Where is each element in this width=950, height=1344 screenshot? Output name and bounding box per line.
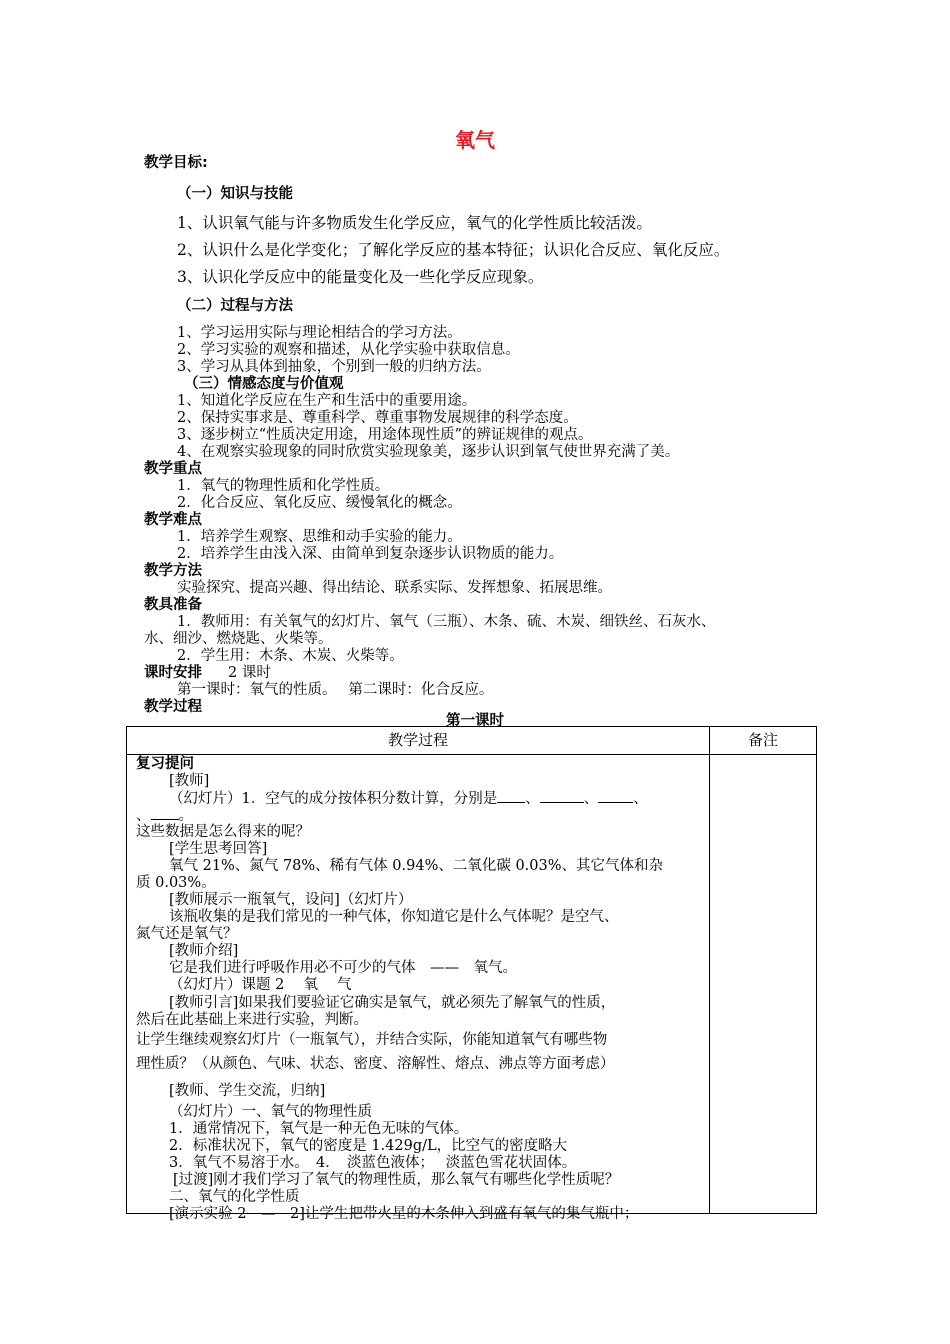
col-header-notes: 备注 bbox=[710, 727, 817, 755]
schedule-value: 2 课时 bbox=[228, 665, 271, 681]
table-line: 理性质？（从颜色、气味、状态、密度、溶解性、熔点、沸点等方面考虑） bbox=[136, 1056, 615, 1072]
table-body-row bbox=[127, 755, 817, 1214]
table-line: 这些数据是怎么得来的呢？ bbox=[136, 824, 310, 840]
separator: 、 bbox=[633, 791, 648, 807]
answer-blank bbox=[497, 789, 525, 803]
difficulties-heading: 教学难点 bbox=[144, 512, 202, 528]
table-line: （幻灯片）一、氧气的物理性质 bbox=[169, 1104, 372, 1120]
attitude-heading: （三）情感态度与价值观 bbox=[184, 376, 344, 392]
difficulty-item: 1．培养学生观察、思维和动手实验的能力。 bbox=[177, 529, 462, 545]
table-line: 氧气 21%、氮气 78%、稀有气体 0.94%、二氧化碳 0.03%、其它气体和杂 bbox=[169, 858, 664, 874]
separator: 、 bbox=[583, 791, 599, 807]
answer-blank bbox=[598, 789, 633, 803]
document-title: 氧气 bbox=[455, 128, 495, 152]
lesson-title: 第一课时 bbox=[446, 713, 504, 729]
table-line: 质 0.03%。 bbox=[136, 875, 216, 891]
process-section-heading: 教学过程 bbox=[144, 699, 202, 715]
process-table bbox=[126, 726, 817, 1222]
answer-blank bbox=[151, 806, 179, 820]
tools-student: 2．学生用：木条、木炭、火柴等。 bbox=[177, 648, 404, 664]
attitude-item: 4、在观察实验现象的同时欣赏实验现象美，逐步认识到氧气使世界充满了美。 bbox=[177, 444, 680, 460]
table-line: 二、氧气的化学性质 bbox=[169, 1189, 300, 1205]
tools-teacher-cont: 水、细沙、燃烧匙、火柴等。 bbox=[144, 631, 333, 647]
table-line: 然后在此基础上来进行实验，判断。 bbox=[136, 1012, 368, 1028]
table-line: 让学生继续观察幻灯片（一瓶氧气），并结合实际，你能知道氧气有哪些物 bbox=[136, 1032, 608, 1048]
table-line: 1．通常情况下，氧气是一种无色无味的气体。 bbox=[169, 1121, 469, 1137]
tools-teacher: 1．教师用：有关氧气的幻灯片、氧气（三瓶）、木条、硫、木炭、细铁丝、石灰水、 bbox=[177, 614, 716, 630]
process-item: 3、学习从具体到抽象，个别到一般的归纳方法。 bbox=[177, 359, 491, 375]
process-item: 1、学习运用实际与理论相结合的学习方法。 bbox=[177, 325, 462, 341]
question-text: （幻灯片）1．空气的成分按体积分数计算，分别是 bbox=[169, 791, 498, 807]
knowledge-heading: （一）知识与技能 bbox=[177, 186, 293, 202]
attitude-item: 3、逐步树立“性质决定用途，用途体现性质”的辨证规律的观点。 bbox=[177, 427, 593, 443]
table-line: [演示实验 2 — 2]让学生把带火星的木条伸入到盛有氧气的集气瓶中； bbox=[169, 1206, 639, 1222]
table-line: [教师引言]如果我们要验证它确实是氧气，就必须先了解氧气的性质， bbox=[169, 995, 616, 1011]
key-point-item: 1．氧气的物理性质和化学性质。 bbox=[177, 478, 390, 494]
table-line: （幻灯片）课题 2 氧 气 bbox=[169, 977, 352, 993]
methods-heading: 教学方法 bbox=[144, 563, 202, 579]
process-cell bbox=[127, 755, 710, 1222]
attitude-item: 2、保持实事求是、尊重科学、尊重事物发展规律的科学态度。 bbox=[177, 410, 578, 426]
knowledge-item: 3、认识化学反应中的能量变化及一些化学反应现象。 bbox=[177, 268, 544, 286]
key-points-heading: 教学重点 bbox=[144, 461, 202, 477]
table-line: 氮气还是氧气？ bbox=[136, 926, 238, 942]
table-line: 该瓶收集的是我们常见的一种气体，你知道它是什么气体呢？是空气、 bbox=[169, 909, 619, 925]
separator: 、 bbox=[525, 791, 540, 807]
methods-text: 实验探究、提高兴趣、得出结论、联系实际、发挥想象、拓展思维。 bbox=[177, 580, 612, 596]
table-line: 2．标准状况下，氧气的密度是 1.429g/L，比空气的密度略大 bbox=[169, 1138, 568, 1154]
process-item: 2、学习实验的观察和描述，从化学实验中获取信息。 bbox=[177, 342, 520, 358]
knowledge-item: 2、认识什么是化学变化；了解化学反应的基本特征；认识化合反应、氧化反应。 bbox=[177, 241, 730, 259]
table-line: 3．氧气不易溶于水。 4． 淡蓝色液体； 淡蓝色雪花状固体。 bbox=[169, 1155, 577, 1171]
table-line bbox=[169, 789, 648, 808]
table-line: [教师介绍] bbox=[169, 943, 239, 959]
objectives-heading: 教学目标: bbox=[144, 155, 208, 171]
notes-cell bbox=[710, 755, 817, 1214]
table-line: [教师展示一瓶氧气，设问]（幻灯片） bbox=[169, 892, 413, 908]
schedule-detail: 第一课时：氧气的性质。 第二课时：化合反应。 bbox=[177, 682, 494, 698]
col-header-process: 教学过程 bbox=[127, 727, 710, 755]
knowledge-item: 1、认识氧气能与许多物质发生化学反应，氧气的化学性质比较活泼。 bbox=[177, 214, 652, 232]
answer-blank bbox=[540, 789, 584, 803]
process-heading: （二）过程与方法 bbox=[177, 298, 293, 314]
tools-heading: 教具准备 bbox=[144, 597, 202, 613]
difficulty-item: 2．培养学生由浅入深、由简单到复杂逐步认识物质的能力。 bbox=[177, 546, 564, 562]
review-heading: 复习提问 bbox=[136, 756, 194, 772]
table-line: [学生思考回答] bbox=[169, 841, 268, 857]
table-header-row bbox=[127, 727, 817, 755]
attitude-item: 1、知道化学反应在生产和生活中的重要用途。 bbox=[177, 393, 477, 409]
separator: 。 bbox=[178, 808, 193, 824]
separator: 、 bbox=[136, 808, 151, 824]
table-line: [过渡]刚才我们学习了氧气的物理性质，那么氧气有哪些化学性质呢？ bbox=[173, 1172, 620, 1188]
table-line: 它是我们进行呼吸作用必不可少的气体 —— 氧气。 bbox=[169, 960, 517, 976]
table-line: [教师、学生交流，归纳] bbox=[169, 1083, 326, 1099]
table-line: [教师] bbox=[169, 773, 210, 789]
schedule-heading: 课时安排 bbox=[144, 665, 202, 681]
key-point-item: 2．化合反应、氧化反应、缓慢氧化的概念。 bbox=[177, 495, 462, 511]
